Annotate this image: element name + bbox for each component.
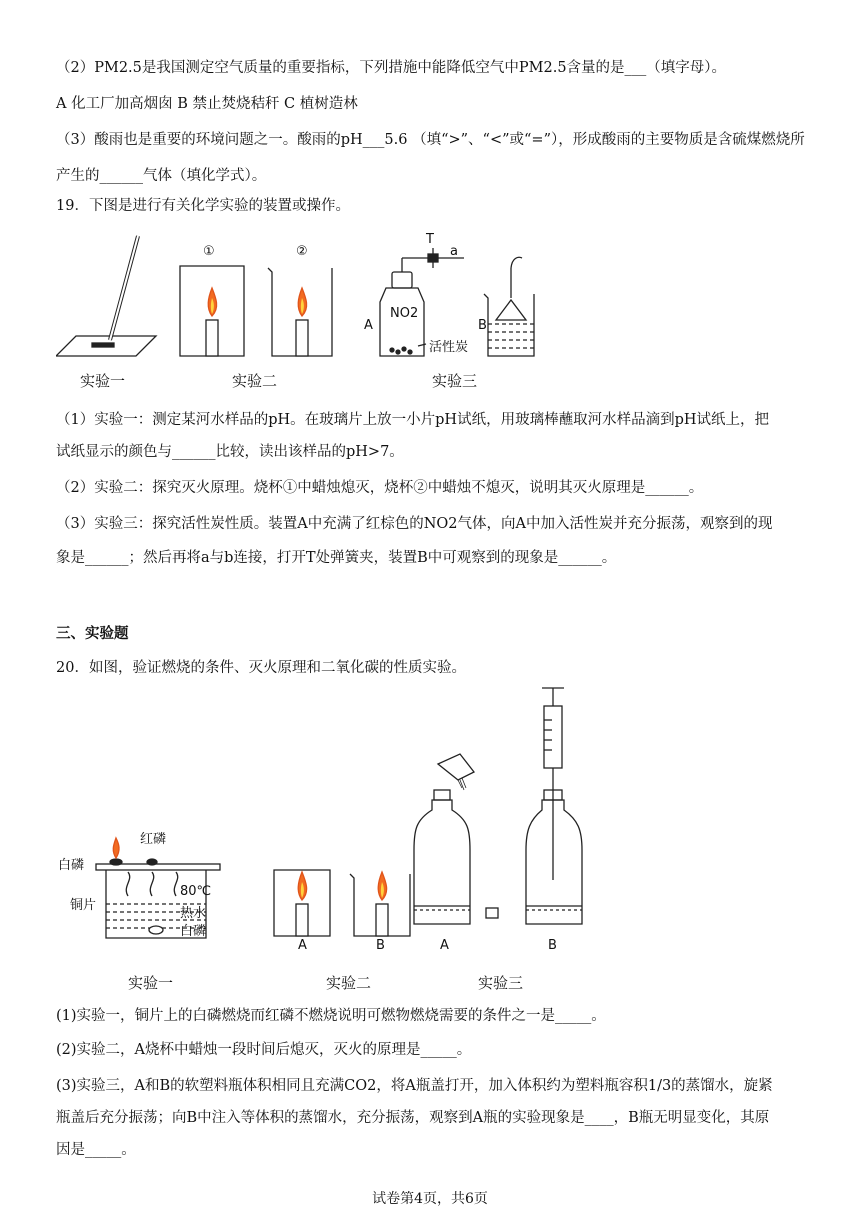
label-a-beaker: A bbox=[298, 938, 307, 953]
beaker-a-q20 bbox=[274, 870, 330, 936]
q18-options: A 化工厂加高烟囱 B 禁止焚烧秸秆 C 植树造林 bbox=[56, 96, 358, 112]
q20-part1: (1)实验一，铜片上的白磷燃烧而红磷不燃烧说明可燃物燃烧需要的条件之一是_____。 bbox=[56, 1008, 606, 1024]
beaker-1 bbox=[180, 266, 244, 356]
q20-part3-line2: 瓶盖后充分振荡；向B中注入等体积的蒸馏水，充分振荡，观察到A瓶的实验现象是____，B瓶无明显变化，其原 bbox=[56, 1110, 770, 1126]
q19-caption-3: 实验三 bbox=[432, 372, 478, 390]
page-footer: 试卷第4页，共6页 bbox=[372, 1191, 488, 1207]
label-hot-water: 热水 bbox=[180, 906, 207, 921]
q19-part1-line1: （1）实验一：测定某河水样品的pH。在玻璃片上放一小片pH试纸，用玻璃棒蘸取河水样品滴到pH试纸上，把 bbox=[56, 412, 770, 428]
label-no2: NO2 bbox=[390, 306, 419, 321]
q19-part3-line2: 象是______；然后再将a与b连接，打开T处弹簧夹，装置B中可观察到的现象是______。 bbox=[56, 550, 617, 566]
beaker-b bbox=[484, 257, 534, 356]
label-red-phosphorus: 红磷 bbox=[140, 832, 167, 847]
q20-caption-1: 实验一 bbox=[128, 974, 174, 992]
label-charcoal: 活性炭 bbox=[429, 340, 469, 355]
bottle-b-q20 bbox=[526, 688, 582, 924]
beaker-b-q20 bbox=[350, 872, 410, 936]
label-b-beaker: B bbox=[376, 938, 385, 953]
q19-part2: （2）实验二：探究灭火原理。烧杯①中蜡烛熄灭，烧杯②中蜡烛不熄灭，说明其灭火原理是______。 bbox=[56, 480, 704, 496]
q20-figure bbox=[56, 680, 596, 970]
label-temperature: 80℃ bbox=[180, 884, 212, 899]
label-b-bottle: B bbox=[548, 938, 557, 953]
q19-caption-2: 实验二 bbox=[232, 372, 278, 390]
q19-part1-line2: 试纸显示的颜色与______比较，读出该样品的pH>7。 bbox=[56, 444, 404, 460]
label-white-phosphorus: 白磷 bbox=[58, 858, 85, 873]
label-white-phosphorus-2: 白磷 bbox=[180, 924, 207, 939]
label-b: B bbox=[478, 318, 487, 333]
label-a-small: a bbox=[450, 244, 458, 259]
label-a-bottle: A bbox=[440, 938, 449, 953]
label-a: A bbox=[364, 318, 373, 333]
q19-intro: 19．下图是进行有关化学实验的装置或操作。 bbox=[56, 198, 350, 214]
q19-part3-line1: （3）实验三：探究活性炭性质。装置A中充满了红棕色的NO2气体，向A中加入活性炭并充分振荡，观察到的现 bbox=[56, 516, 773, 532]
label-t: T bbox=[426, 232, 434, 247]
q20-intro: 20．如图，验证燃烧的条件、灭火原理和二氧化碳的性质实验。 bbox=[56, 660, 466, 676]
label-copper: 铜片 bbox=[70, 898, 97, 913]
label-circle-2: ② bbox=[296, 244, 308, 259]
q19-caption-1: 实验一 bbox=[80, 372, 126, 390]
label-circle-1: ① bbox=[203, 244, 215, 259]
q20-caption-3: 实验三 bbox=[478, 974, 524, 992]
glass-rod-on-plate bbox=[56, 236, 156, 356]
q18-part2: （2）PM2.5是我国测定空气质量的重要指标，下列措施中能降低空气中PM2.5含量的是___（填字母）。 bbox=[56, 60, 727, 76]
q18-part3-line1: （3）酸雨也是重要的环境问题之一。酸雨的pH___5.6 （填“>”、“<”或“=”），形成酸雨的主要物质是含硫煤燃烧所 bbox=[56, 132, 805, 148]
q20-part2: (2)实验二，A烧杯中蜡烛一段时间后熄灭，灭火的原理是_____。 bbox=[56, 1042, 472, 1058]
section-title: 三、实验题 bbox=[56, 625, 129, 642]
q20-caption-2: 实验二 bbox=[326, 974, 372, 992]
q18-part3-line2: 产生的______气体（填化学式）。 bbox=[56, 168, 267, 184]
q20-part3-line1: (3)实验三，A和B的软塑料瓶体积相同且充满CO2，将A瓶盖打开，加入体积约为塑料瓶容积1/3的蒸馏水，旋紧 bbox=[56, 1078, 773, 1094]
q20-part3-line3: 因是_____。 bbox=[56, 1142, 136, 1158]
beaker-2 bbox=[268, 268, 332, 356]
bottle-a-q20 bbox=[414, 754, 498, 924]
